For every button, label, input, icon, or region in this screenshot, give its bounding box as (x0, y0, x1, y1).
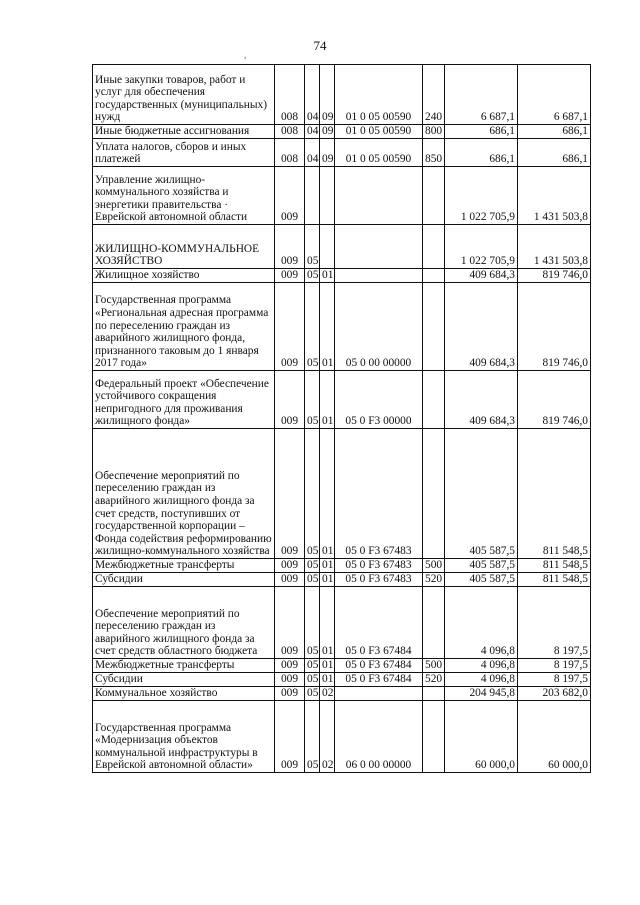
sum-year-2: 1 431 503,8 (518, 225, 591, 269)
sum-year-2: 811 548,5 (518, 559, 591, 573)
article-code: 05 0 F3 00000 (335, 371, 423, 429)
ministry-code: 008 (275, 139, 305, 167)
ministry-code: 009 (275, 167, 305, 225)
sum-year-1: 4 096,8 (445, 659, 518, 673)
article-code (335, 687, 423, 701)
subsection-code: 01 (320, 659, 335, 673)
expense-type-code (423, 283, 445, 371)
table-row (93, 429, 591, 559)
section-code: 05 (305, 225, 320, 269)
article-code: 01 0 05 00590 (335, 125, 423, 139)
article-code: 05 0 F3 67484 (335, 673, 423, 687)
row-name: Государственная программа «Региональная адресная программа по переселению граждан из аварийного жилищного фонда, признанного таковым до 1 января 2017 года» (93, 283, 275, 371)
article-code: 01 0 05 00590 (335, 65, 423, 125)
row-name: Иные закупки товаров, работ и услуг для обеспечения государственных (муниципальных) нужд (93, 65, 275, 125)
row-name: Управление жилищно-коммунального хозяйства и энергетики правительства · Еврейской автономной области (93, 167, 275, 225)
sum-year-2: 8 197,5 (518, 659, 591, 673)
sum-year-2: 1 431 503,8 (518, 167, 591, 225)
table-row (93, 269, 591, 283)
table-row (93, 139, 591, 167)
expense-type-code: 800 (423, 125, 445, 139)
ministry-code: 009 (275, 283, 305, 371)
section-code: 04 (305, 125, 320, 139)
table-row (93, 687, 591, 701)
sum-year-1: 409 684,3 (445, 269, 518, 283)
section-code: 05 (305, 371, 320, 429)
section-code (305, 167, 320, 225)
subsection-code: 01 (320, 587, 335, 659)
ministry-code: 009 (275, 269, 305, 283)
sum-year-1: 405 587,5 (445, 429, 518, 559)
sum-year-1: 60 000,0 (445, 701, 518, 773)
article-code: 06 0 00 00000 (335, 701, 423, 773)
section-code: 05 (305, 673, 320, 687)
page-number: 74 (313, 38, 327, 53)
subsection-code: 01 (320, 269, 335, 283)
section-code: 05 (305, 573, 320, 587)
sum-year-2: 8 197,5 (518, 587, 591, 659)
article-code (335, 269, 423, 283)
sum-year-1: 405 587,5 (445, 559, 518, 573)
article-code (335, 167, 423, 225)
subsection-code: 02 (320, 701, 335, 773)
article-code: 05 0 00 00000 (335, 283, 423, 371)
table-row (93, 701, 591, 773)
row-name: ЖИЛИЩНО-КОММУНАЛЬНОЕ ХОЗЯЙСТВО (93, 225, 275, 269)
ministry-code: 009 (275, 659, 305, 673)
article-code: 05 0 F3 67484 (335, 587, 423, 659)
row-name: Межбюджетные трансферты (93, 559, 275, 573)
section-code: 05 (305, 701, 320, 773)
ministry-code: 008 (275, 65, 305, 125)
table-row (93, 283, 591, 371)
expense-type-code (423, 269, 445, 283)
section-code: 05 (305, 587, 320, 659)
ministry-code: 009 (275, 701, 305, 773)
expense-type-code (423, 429, 445, 559)
section-code: 05 (305, 283, 320, 371)
expense-type-code (423, 587, 445, 659)
sum-year-2: 686,1 (518, 139, 591, 167)
table-row (93, 167, 591, 225)
row-name: Обеспечение мероприятий по переселению граждан из аварийного жилищного фонда за счет средств областного бюджета (93, 587, 275, 659)
sum-year-2: 819 746,0 (518, 269, 591, 283)
ministry-code: 009 (275, 371, 305, 429)
expense-type-code (423, 701, 445, 773)
subsection-code: 01 (320, 573, 335, 587)
table-row (93, 559, 591, 573)
row-name: Обеспечение мероприятий по переселению граждан из аварийного жилищного фонда за счет средств, поступивших от государственной корпорации – Фонда содействия реформированию жилищно-коммунального хозяйства (93, 429, 275, 559)
sum-year-1: 1 022 705,9 (445, 167, 518, 225)
sum-year-2: 203 682,0 (518, 687, 591, 701)
section-code: 04 (305, 65, 320, 125)
sum-year-1: 409 684,3 (445, 283, 518, 371)
subsection-code (320, 225, 335, 269)
subsection-code: 01 (320, 673, 335, 687)
ministry-code: 009 (275, 429, 305, 559)
subsection-code: 09 (320, 125, 335, 139)
sum-year-2: 811 548,5 (518, 429, 591, 559)
article-code: 05 0 F3 67484 (335, 659, 423, 673)
expense-type-code: 850 (423, 139, 445, 167)
expense-type-code (423, 167, 445, 225)
subsection-code: 01 (320, 429, 335, 559)
expense-type-code (423, 687, 445, 701)
sum-year-2: 8 197,5 (518, 673, 591, 687)
subsection-code: 01 (320, 371, 335, 429)
sum-year-2: 819 746,0 (518, 371, 591, 429)
ministry-code: 009 (275, 559, 305, 573)
row-name: Иные бюджетные ассигнования (93, 125, 275, 139)
article-code: 01 0 05 00590 (335, 139, 423, 167)
table-row (93, 125, 591, 139)
subsection-code: 02 (320, 687, 335, 701)
ministry-code: 009 (275, 573, 305, 587)
sum-year-2: 6 687,1 (518, 65, 591, 125)
row-name: Субсидии (93, 673, 275, 687)
expense-type-code: 500 (423, 559, 445, 573)
expense-type-code: 500 (423, 659, 445, 673)
article-code: 05 0 F3 67483 (335, 573, 423, 587)
sum-year-2: 811 548,5 (518, 573, 591, 587)
expense-type-code (423, 371, 445, 429)
subsection-code: 01 (320, 559, 335, 573)
table-row (93, 573, 591, 587)
subsection-code: 09 (320, 65, 335, 125)
sum-year-1: 686,1 (445, 125, 518, 139)
ministry-code: 009 (275, 225, 305, 269)
ministry-code: 009 (275, 673, 305, 687)
section-code: 05 (305, 269, 320, 283)
table-row (93, 371, 591, 429)
expense-type-code (423, 225, 445, 269)
row-name: Коммунальное хозяйство (93, 687, 275, 701)
row-name: Межбюджетные трансферты (93, 659, 275, 673)
scan-mark: , (244, 50, 247, 60)
section-code: 05 (305, 687, 320, 701)
article-code (335, 225, 423, 269)
table-row (93, 587, 591, 659)
expense-type-code: 520 (423, 573, 445, 587)
ministry-code: 009 (275, 687, 305, 701)
row-name: Государственная программа «Модернизация объектов коммунальной инфраструктуры в Еврейской автономной области» (93, 701, 275, 773)
sum-year-1: 4 096,8 (445, 673, 518, 687)
expense-type-code: 240 (423, 65, 445, 125)
section-code: 05 (305, 659, 320, 673)
row-name: Уплата налогов, сборов и иных платежей (93, 139, 275, 167)
article-code: 05 0 F3 67483 (335, 559, 423, 573)
sum-year-1: 405 587,5 (445, 573, 518, 587)
row-name: Субсидии (93, 573, 275, 587)
sum-year-1: 1 022 705,9 (445, 225, 518, 269)
ministry-code: 009 (275, 587, 305, 659)
table-row (93, 225, 591, 269)
subsection-code: 01 (320, 283, 335, 371)
table-row (93, 673, 591, 687)
section-code: 05 (305, 429, 320, 559)
sum-year-1: 6 687,1 (445, 65, 518, 125)
sum-year-1: 686,1 (445, 139, 518, 167)
sum-year-2: 819 746,0 (518, 283, 591, 371)
article-code: 05 0 F3 67483 (335, 429, 423, 559)
budget-table (92, 64, 591, 773)
expense-type-code: 520 (423, 673, 445, 687)
table-row (93, 65, 591, 125)
sum-year-1: 409 684,3 (445, 371, 518, 429)
sum-year-2: 686,1 (518, 125, 591, 139)
sum-year-1: 4 096,8 (445, 587, 518, 659)
ministry-code: 008 (275, 125, 305, 139)
row-name: Федеральный проект «Обеспечение устойчивого сокращения непригодного для проживания жилищного фонда» (93, 371, 275, 429)
sum-year-1: 204 945,8 (445, 687, 518, 701)
sum-year-2: 60 000,0 (518, 701, 591, 773)
section-code: 05 (305, 559, 320, 573)
table-row (93, 659, 591, 673)
row-name: Жилищное хозяйство (93, 269, 275, 283)
subsection-code: 09 (320, 139, 335, 167)
subsection-code (320, 167, 335, 225)
section-code: 04 (305, 139, 320, 167)
